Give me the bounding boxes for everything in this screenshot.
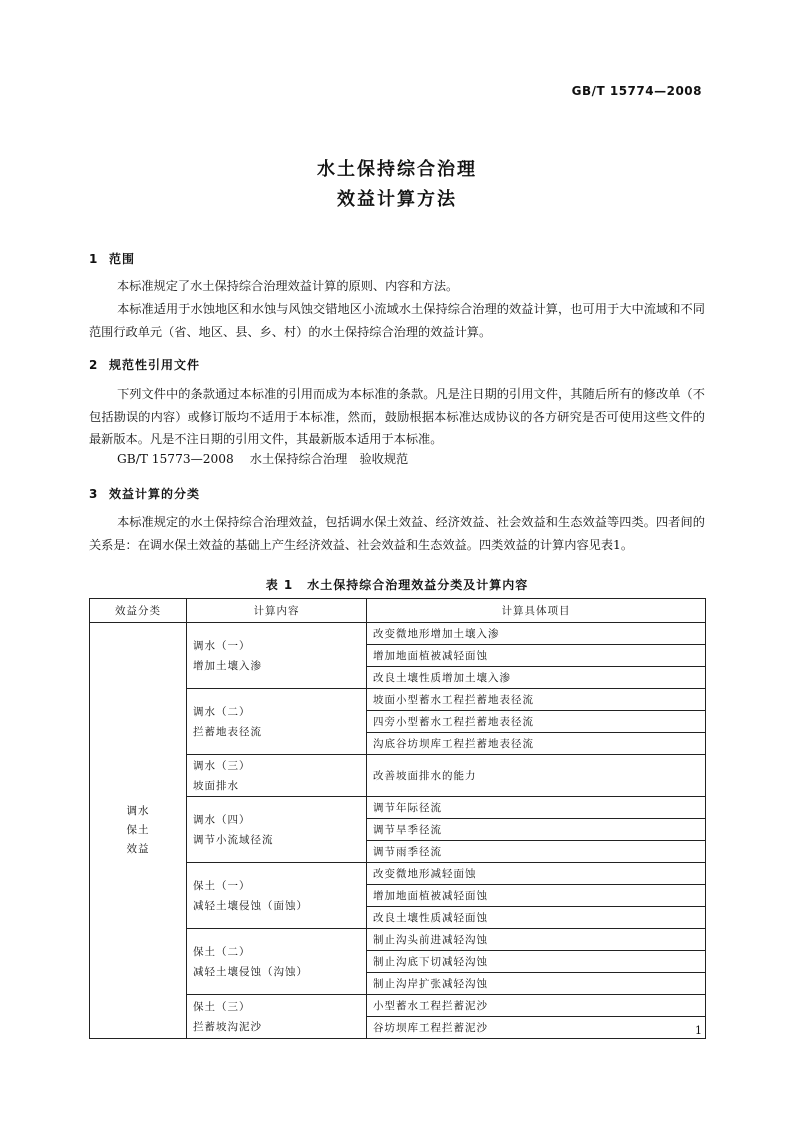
reference-code: GB/T 15773—2008: [117, 452, 234, 466]
content-cell: [187, 863, 367, 929]
normative-reference: [117, 450, 408, 467]
reference-title: 水土保持综合治理 验收规范: [249, 452, 409, 466]
section-3-paragraph-1: [89, 511, 705, 556]
item-cell: 四旁小型蓄水工程拦蓄地表径流: [367, 711, 706, 733]
content-line: 调水（四）: [193, 813, 251, 826]
content-cell: [187, 623, 367, 689]
item-cell: 制止沟底下切减轻沟蚀: [367, 951, 706, 973]
document-title-line2: 效益计算方法: [337, 189, 457, 210]
effects-table: [89, 598, 706, 1039]
section-title: 效益计算的分类: [109, 487, 201, 501]
category-text: 保土: [126, 824, 150, 836]
item-cell: 谷坊坝库工程拦蓄泥沙: [367, 1017, 706, 1039]
category-text: 效益: [126, 843, 150, 855]
content-cell: [187, 689, 367, 755]
section-number: 3: [89, 487, 99, 501]
table-header-row: [90, 599, 706, 623]
section-2-heading: [89, 356, 200, 373]
standard-code: GB/T 15774—2008: [571, 84, 702, 98]
category-text: 调水: [126, 805, 150, 817]
paragraph-text: 下列文件中的条款通过本标准的引用而成为本标准的条款。凡是注日期的引用文件，其随后所有的修改单（不包括勘误的内容）或修订版均不适用于本标准，然而，鼓励根据本标准达成协议的各方研究是否可使用这些文件的最新版本。凡是不注日期的引用文件，其最新版本适用于本标准。: [89, 387, 705, 446]
content-line: 保土（一）: [193, 879, 251, 892]
table-row: [90, 623, 706, 645]
item-cell: 增加地面植被减轻面蚀: [367, 885, 706, 907]
paragraph-text: 本标准规定了水土保持综合治理效益计算的原则、内容和方法。: [117, 279, 459, 293]
content-line: 拦蓄坡沟泥沙: [193, 1020, 262, 1033]
document-title-line1: 水土保持综合治理: [317, 159, 477, 180]
section-3-heading: [89, 485, 200, 502]
item-cell: 调节旱季径流: [367, 819, 706, 841]
item-cell: 改善坡面排水的能力: [367, 755, 706, 797]
paragraph-text: 本标准规定的水土保持综合治理效益，包括调水保土效益、经济效益、社会效益和生态效益等四类。四者间的关系是：在调水保土效益的基础上产生经济效益、社会效益和生态效益。四类效益的计算内容见表1。: [89, 515, 705, 552]
item-cell: 改变微地形增加土壤入渗: [367, 623, 706, 645]
section-2-paragraph-1: [89, 383, 705, 451]
item-cell: 坡面小型蓄水工程拦蓄地表径流: [367, 689, 706, 711]
content-cell: [187, 929, 367, 995]
section-1-heading: [89, 250, 135, 267]
header-content: 计算内容: [187, 599, 367, 623]
content-line: 减轻土壤侵蚀（面蚀）: [193, 899, 308, 912]
content-line: 增加土壤入渗: [193, 659, 262, 672]
item-cell: 改良土壤性质增加土壤入渗: [367, 667, 706, 689]
item-cell: 调节年际径流: [367, 797, 706, 819]
section-1-paragraph-1: [89, 275, 705, 298]
content-line: 调水（二）: [193, 705, 251, 718]
item-cell: 调节雨季径流: [367, 841, 706, 863]
content-line: 坡面排水: [193, 779, 239, 792]
section-number: 2: [89, 358, 99, 372]
section-title: 规范性引用文件: [109, 358, 201, 372]
content-line: 调水（三）: [193, 759, 251, 772]
content-line: 调节小流域径流: [193, 833, 274, 846]
content-cell: [187, 797, 367, 863]
content-line: 减轻土壤侵蚀（沟蚀）: [193, 965, 308, 978]
content-cell: [187, 755, 367, 797]
item-cell: 小型蓄水工程拦蓄泥沙: [367, 995, 706, 1017]
content-line: 拦蓄地表径流: [193, 725, 262, 738]
content-cell: [187, 995, 367, 1039]
item-cell: 增加地面植被减轻面蚀: [367, 645, 706, 667]
table-caption: [0, 576, 794, 593]
item-cell: 制止沟头前进减轻沟蚀: [367, 929, 706, 951]
table-label: 表 1: [265, 578, 294, 592]
table-caption-text: 水土保持综合治理效益分类及计算内容: [307, 578, 529, 592]
paragraph-text: 本标准适用于水蚀地区和水蚀与风蚀交错地区小流域水土保持综合治理的效益计算，也可用于大中流域和不同范围行政单元（省、地区、县、乡、村）的水土保持综合治理的效益计算。: [89, 302, 705, 339]
item-cell: 制止沟岸扩张减轻沟蚀: [367, 973, 706, 995]
header-category: 效益分类: [90, 599, 187, 623]
section-1-paragraph-2: [89, 298, 705, 343]
item-cell: 沟底谷坊坝库工程拦蓄地表径流: [367, 733, 706, 755]
content-line: 保土（二）: [193, 945, 251, 958]
content-line: 保土（三）: [193, 1000, 251, 1013]
item-cell: 改良土壤性质减轻面蚀: [367, 907, 706, 929]
header-items: 计算具体项目: [367, 599, 706, 623]
content-line: 调水（一）: [193, 639, 251, 652]
section-title: 范围: [109, 252, 136, 266]
section-number: 1: [89, 252, 99, 266]
page-number: 1: [695, 1024, 702, 1037]
item-cell: 改变微地形减轻面蚀: [367, 863, 706, 885]
category-cell: [90, 623, 187, 1039]
